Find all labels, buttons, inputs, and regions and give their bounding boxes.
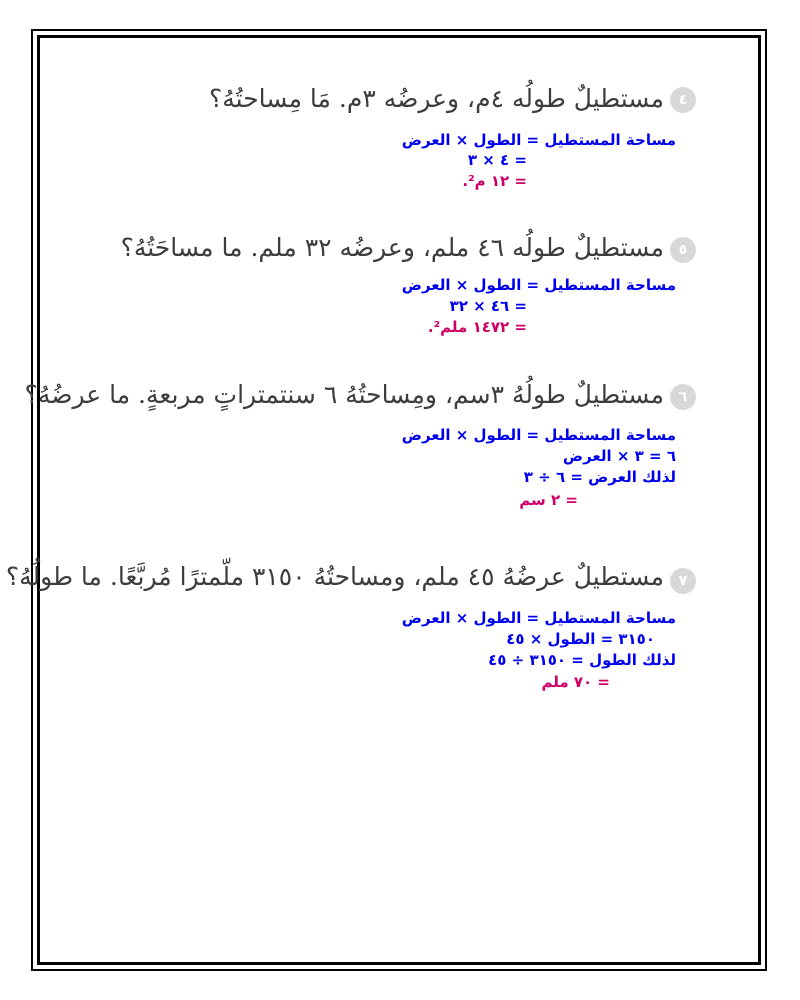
- problem-number-badge: ٦: [670, 384, 696, 410]
- problem-question: مستطيلٌ طولُهُ ٣سم، ومِساحتُهُ ٦ سنتمتراتٍ مربعةٍ. ما عرضُهُ؟: [24, 380, 664, 409]
- solution-step: لذلك العرض = ٦ ÷ ٣: [523, 468, 676, 486]
- problem-number-badge: ٧: [670, 568, 696, 594]
- page-border-inner: [37, 35, 761, 965]
- solution-step: مساحة المستطيل = الطول × العرض: [401, 276, 676, 294]
- solution-answer: = ١٤٧٢ ملم².: [427, 318, 527, 336]
- problem-number-badge: ٥: [670, 237, 696, 263]
- solution-step: مساحة المستطيل = الطول × العرض: [401, 131, 676, 149]
- solution-step: لذلك الطول = ٣١٥٠ ÷ ٤٥: [488, 651, 676, 669]
- solution-step: ٣١٥٠ = الطول × ٤٥: [506, 630, 655, 648]
- problem-question: مستطيلٌ طولُه ٤م، وعرضُه ٣م. مَا مِساحتُهُ؟: [209, 84, 664, 113]
- solution-step: = ٤ × ٣: [467, 151, 527, 169]
- solution-step: ٦ = ٣ × العرض: [562, 447, 676, 465]
- solution-step: = ٤٦ × ٣٢: [449, 297, 527, 315]
- solution-answer: = ٢ سم: [519, 491, 578, 509]
- solution-answer: = ٧٠ ملم: [541, 673, 610, 691]
- solution-step: مساحة المستطيل = الطول × العرض: [401, 609, 676, 627]
- problem-question: مستطيلٌ عرضُهُ ٤٥ ملم، ومساحتُهُ ٣١٥٠ ملّمترًا مُربَّعًا. ما طولُهُ؟: [5, 562, 664, 591]
- problem-question: مستطيلٌ طولُه ٤٦ ملم، وعرضُه ٣٢ ملم. ما مساحَتُهُ؟: [120, 233, 664, 262]
- solution-answer: = ١٢ م².: [462, 172, 527, 190]
- solution-step: مساحة المستطيل = الطول × العرض: [401, 426, 676, 444]
- problem-number-badge: ٤: [670, 87, 696, 113]
